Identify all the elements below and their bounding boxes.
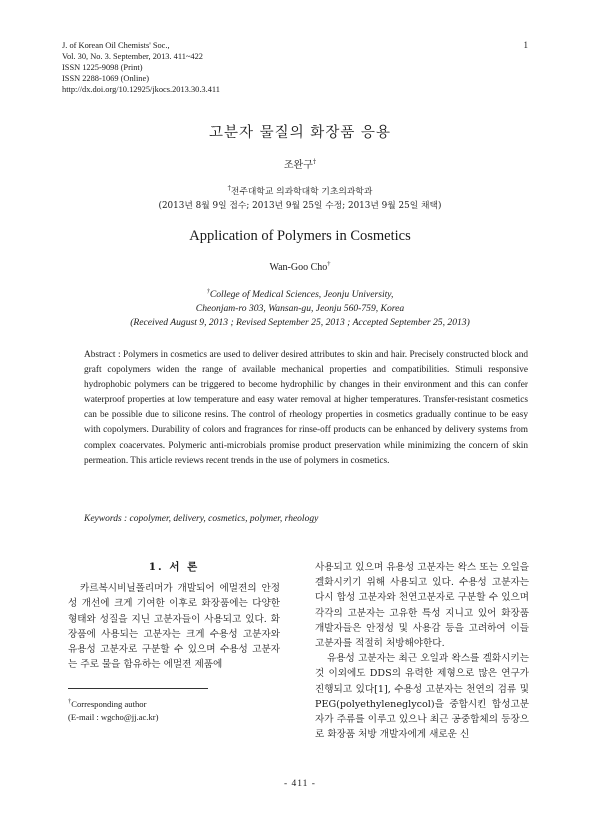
journal-meta [62,40,220,95]
korean-author [0,156,600,171]
korean-dates: (2013년 8월 9일 접수; 2013년 9월 25일 수정; 2013년 9월 25일 채택) [158,201,442,211]
intro-paragraph-2: 사용되고 있으며 유용성 고분자는 왁스 또는 오일을 겔화시키기 위해 사용되고 있다. 수용성 고분자는 다시 합성 고분자와 천연고분자로 구분할 수 있으며 각각의 고분자는 고유한 특성 지니고 있어 화장품 개발자들은 안정성 및 사용감 등을 고려하여 이들 고분자를 적절히 처방해야한다. [315,562,529,650]
keywords: Keywords : copolymer, delivery, cosmetics, polymer, rheology [84,514,319,524]
footnote-corresponding: Corresponding author [71,699,147,709]
korean-title: 고분자 물질의 화장품 응용 [209,125,391,141]
korean-affiliation [0,184,600,197]
abstract-label: Abstract [84,350,116,360]
english-author-name: Wan-Goo Cho [269,262,328,273]
english-affiliation-text1: College of Medical Sciences, Jeonju University, [209,289,394,300]
english-author-mark: † [327,260,331,268]
footnote-line1 [68,698,158,711]
page-mark: 1 [523,40,528,50]
issn-online: ISSN 2288-1069 (Online) [62,74,150,83]
intro-paragraph-1: 카르복시비닐폴리머가 개발되어 에멀젼의 안정성 개선에 크게 기여한 이후로 화장품에는 다양한 형태와 성질을 지닌 고분자들이 사용되고 있다. 화장품에 사용되는 고분자는 크게 수용성 고분자와 유용성 고분자로 구분할 수 있으며 수용성 고분자는 주로 물을 함유하는 에멀젼 제품에 [68,583,280,671]
doi-link[interactable]: http://dx.doi.org/10.12925/jkocs.2013.30.3.411 [62,85,220,94]
journal-volume: Vol. 30, No. 3. September, 2013. 411~422 [62,52,203,61]
english-dates: (Received August 9, 2013 ; Revised September 25, 2013 ; Accepted September 25, 2013) [130,317,470,328]
footnote-mark: † [68,698,72,706]
abstract-separator: : [115,350,124,360]
section-heading: 1. 서 론 [148,561,200,573]
footnote [68,698,158,724]
body-column-right [315,560,529,742]
body-column-left [68,560,280,672]
korean-affiliation-mark: † [227,184,231,193]
page-number: - 411 - [284,779,316,789]
footnote-rule [68,688,208,689]
english-affiliation-mark: † [206,287,210,295]
korean-affiliation-text: 전주대학교 의과학대학 기초의과학과 [230,187,373,197]
english-affiliation-line1 [0,289,600,300]
issn-print: ISSN 1225-9098 (Print) [62,63,143,72]
korean-author-name: 조완구 [283,160,313,171]
abstract-text: Polymers in cosmetics are used to deliver desired attributes to skin and hair. Precisely constructed block and graft copolymers widen the range of available mechanical properties and compatibilities. Stimuli responsive hydrophobic polymers can be triggered to become hydrophilic by changes in their environment and this can confer waterproof properties at low temperature and easy water removal at higher temperatures. Transfer-resistant cosmetics can be possible due to silicone resins. The control of rheology properties in cosmetics gradually continue to be easy with copolymers. Durability of colors and fragrances for rinse-off products can be enhanced by delivery systems from complex coacervates. Polymeric anti-microbials promise product preservation while minimizing the concern of skin permeation. This article reviews recent trends in the use of polymers in cosmetics. [84,350,528,466]
english-affiliation-line2: Cheonjam-ro 303, Wansan-gu, Jeonju 560-759, Korea [195,303,405,314]
footnote-email[interactable]: (E-mail : wgcho@jj.ac.kr) [68,712,159,722]
english-title: Application of Polymers in Cosmetics [189,228,411,244]
korean-author-mark: † [312,157,317,166]
abstract [84,348,528,469]
english-author [0,262,600,273]
journal-name: J. of Korean Oil Chemists' Soc., [62,41,170,50]
intro-paragraph-3: 유용성 고분자는 최근 오일과 왁스를 겔화시키는 것 이외에도 DDS의 유력한 제형으로 많은 연구가 진행되고 있다[1], 수용성 고분자는 천연의 검류 및 PEG(polyethyleneglycol)을 중합시킨 합성고분자가 주류를 이루고 있으나 최근 공중합체의 등장으로 화장품 처방 개발자에게 새로운 신 [315,653,529,741]
